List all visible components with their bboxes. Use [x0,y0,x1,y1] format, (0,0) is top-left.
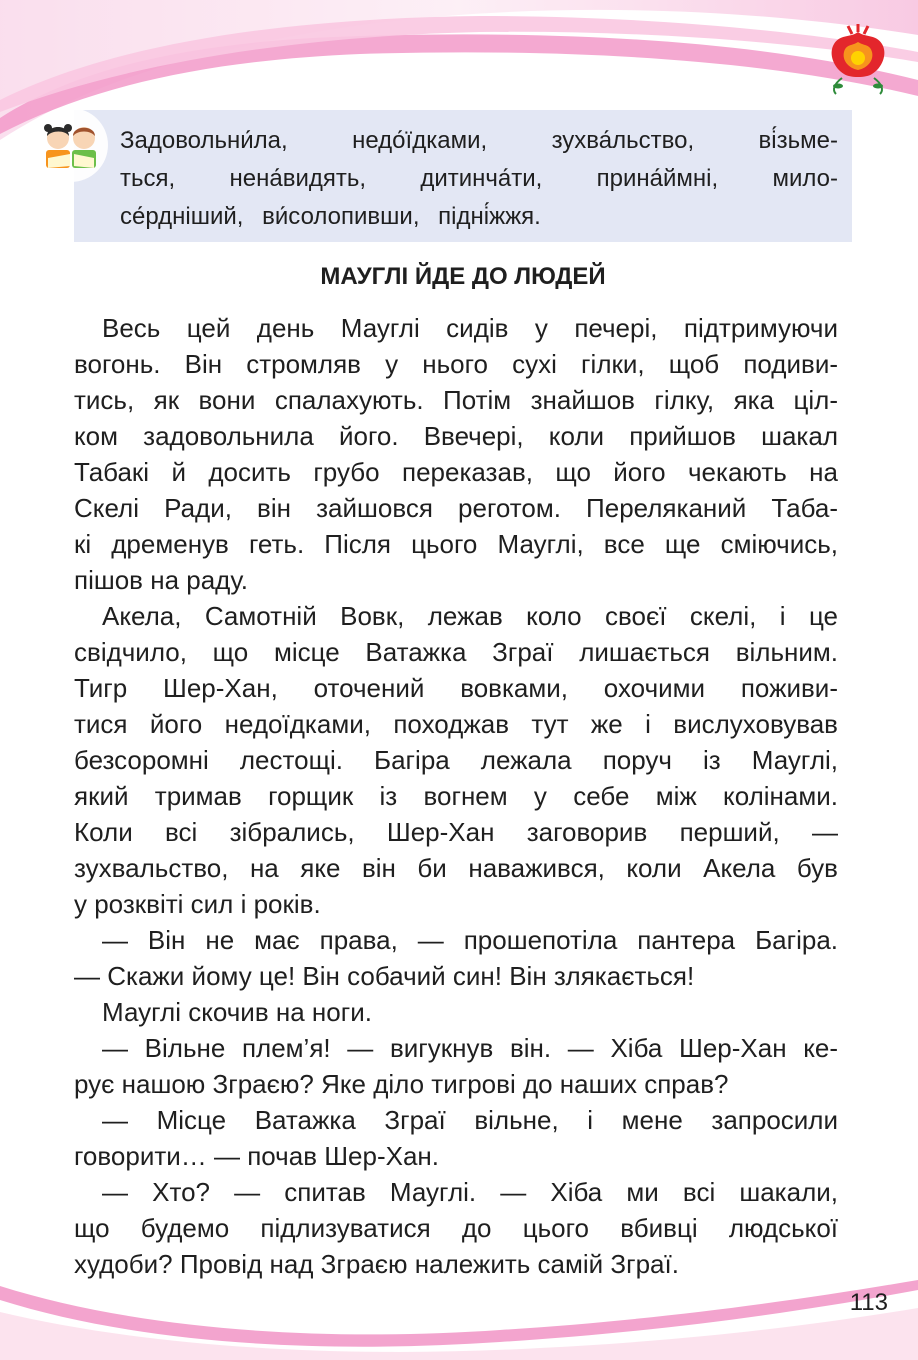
text-line: ком задовольнила його. Ввечері, коли прийшов шакал [74,421,838,451]
text-line: у розквіті сил і років. [74,889,321,919]
text-line: Табакі й досить грубо переказав, що його чекають на [74,457,838,487]
text-line: свідчило, що місце Ватажка Зграї лишається вільним. [74,637,838,667]
text-line: Тигр Шер-Хан, оточений вовками, охочими поживи- [74,673,838,703]
text-line: — Скажи йому це! Він собачий син! Він злякається! [74,961,695,991]
text-line: говорити… — почав Шер-Хан. [74,1141,440,1171]
page-number: 113 [849,1289,888,1316]
flower-ornament-icon [826,24,890,98]
text-line: Весь цей день Мауглі сидів у печері, підтримуючи [102,313,838,343]
vocabulary-line: ться, нена́видять, дитинча́ти, прина́ймні, мило- [120,165,838,192]
vocabulary-line: Задовольни́ла, недо́їдками, зухва́льство, ві́зьме- [120,127,838,154]
text-line: вогонь. Він стромляв у нього сухі гілки, щоб подиви- [74,349,838,379]
text-line: що будемо підлизуватися до цього вбивці людської [74,1213,838,1243]
text-line: кі дременув геть. Після цього Мауглі, все ще сміючись, [74,529,838,559]
vocabulary-line: се́рдніший, ви́солопивши, підні́жжя. [120,203,541,230]
text-line: Мауглі скочив на ноги. [102,997,372,1027]
text-line: Коли всі зібрались, Шер-Хан заговорив перший, — [74,817,838,847]
reading-children-icon [30,108,112,182]
text-line: — Хто? — спитав Мауглі. — Хіба ми всі шакали, [102,1177,838,1207]
text-line: — Вільне плем’я! — вигукнув він. — Хіба Шер-Хан ке- [102,1033,838,1063]
text-line: тися його недоїдками, походжав тут же і вислуховував [74,709,838,739]
text-line: тись, як вони спалахують. Потім знайшов гілку, яка ціл- [74,385,838,415]
text-line: Скелі Ради, він зайшовся реготом. Переляканий Таба- [74,493,838,523]
text-line: безсоромні лестощі. Багіра лежала поруч із Мауглі, [74,745,838,775]
story-title: МАУГЛІ ЙДЕ ДО ЛЮДЕЙ [320,263,606,290]
text-line: — Місце Ватажка Зграї вільне, і мене запросили [102,1105,838,1135]
text-line: Акела, Самотній Вовк, лежав коло своєї скелі, і це [102,601,838,631]
text-line: який тримав горщик із вогнем у себе між колінами. [74,781,838,811]
text-line: зухвальство, на яке він би наважився, коли Акела був [74,853,838,883]
text-line: пішов на раду. [74,565,248,595]
text-line: рує нашою Зграєю? Яке діло тигрові до наших справ? [74,1069,729,1099]
text-line: худоби? Провід над Зграєю належить самій Зграї. [74,1249,679,1279]
text-line: — Він не має права, — прошепотіла пантера Багіра. [102,925,838,955]
